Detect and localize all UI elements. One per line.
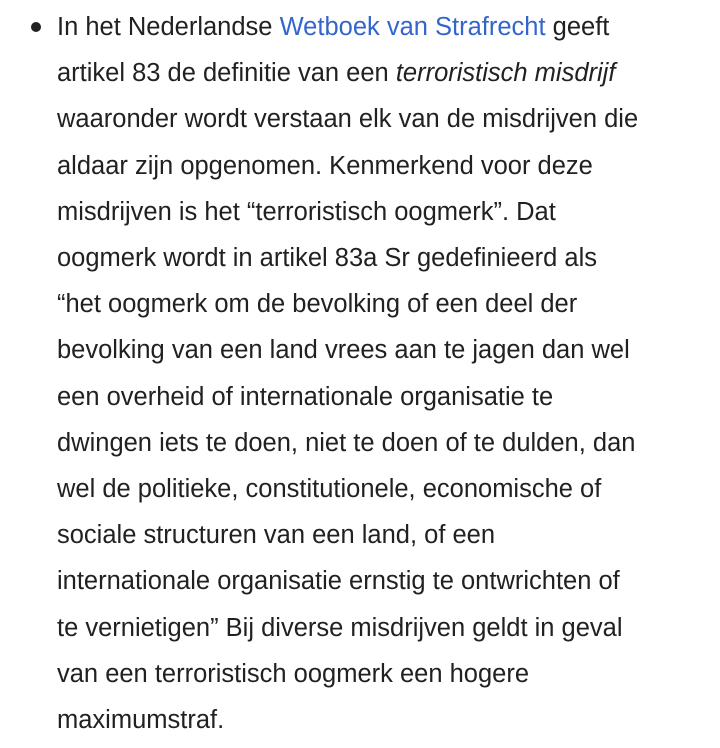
text-line: internationale organisatie ernstig te ontwrichten of [57,567,620,596]
emphasized-term: terroristisch misdrijf [395,59,616,88]
text-line [57,4,719,50]
text-line: misdrijven is het “terroristisch oogmerk”. Dat [57,197,556,226]
text-line: wel de politieke, constitutionele, economische of [57,475,602,504]
text-line: dwingen iets te doen, niet te doen of te dulden, dan [57,428,636,457]
text-line: van een terroristisch oogmerk een hogere [57,659,530,688]
wetboek-van-strafrecht-link[interactable]: Wetboek van Strafrecht [279,13,546,41]
text-span: geeft [545,13,610,41]
paragraph [57,4,719,743]
bullet-point [31,22,41,32]
text-line: oogmerk wordt in artikel 83a Sr gedefinieerd als [57,244,598,273]
text-span: artikel 83 de definitie van een [57,59,396,88]
text-line: “het oogmerk om de bevolking of een deel der [57,290,578,319]
text-line: te vernietigen” Bij diverse misdrijven geldt in geval [57,613,623,642]
text-line: sociale structuren van een land, of een [57,521,496,550]
text-line [57,50,719,96]
text-line: een overheid of internationale organisatie te [57,382,554,411]
text-line: maximumstraf. [57,706,225,735]
text-line: bevolking van een land vrees aan te jagen dan wel [57,336,630,365]
text-span: In het Nederlandse [57,13,280,41]
text-line: aldaar zijn opgenomen. Kenmerkend voor deze [57,151,593,180]
text-line: waaronder wordt verstaan elk van de misdrijven die [57,105,639,134]
